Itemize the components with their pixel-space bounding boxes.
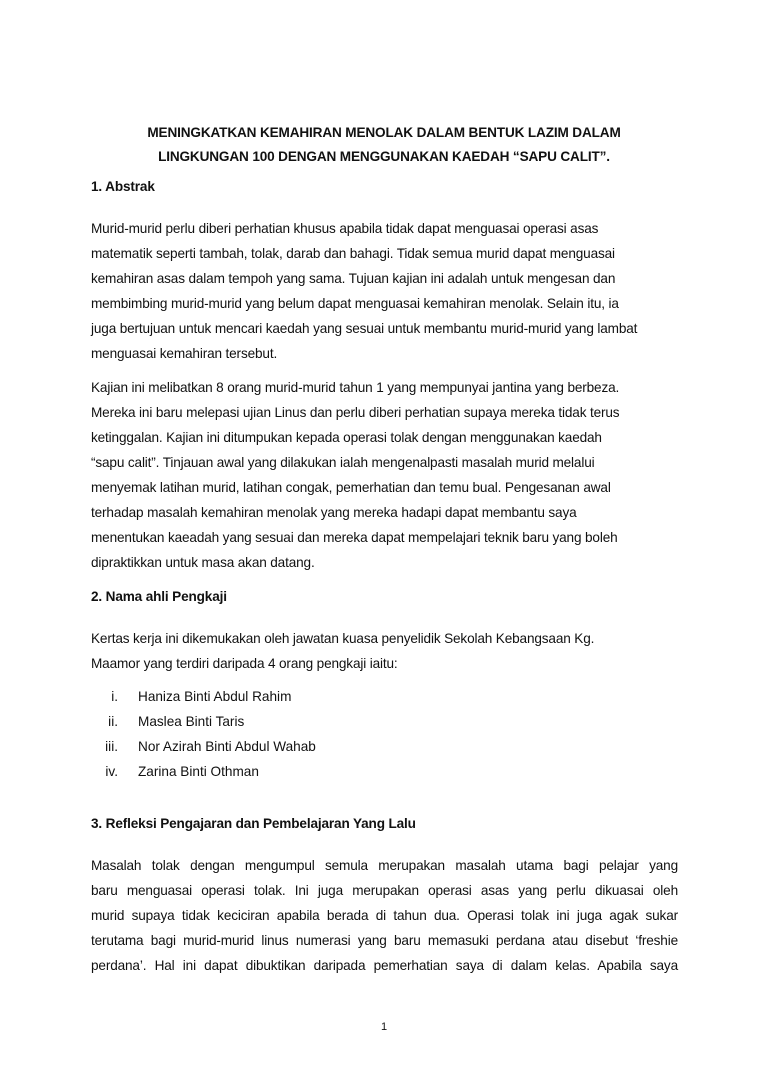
section-heading-refleksi: 3. Refleksi Pengajaran dan Pembelajaran Yang Lalu <box>91 816 416 831</box>
list-number: iii. <box>105 739 118 754</box>
paragraph-line: Kajian ini melibatkan 8 orang murid-murid tahun 1 yang mempunyai jantina yang berbeza. <box>91 380 620 395</box>
paragraph-line: terutama bagi murid-murid linus numerasi yang baru memasuki perdana atau disebut ‘freshie <box>91 933 678 948</box>
paragraph-line: terhadap masalah kemahiran menolak yang mereka hadapi dapat membantu saya <box>91 505 577 520</box>
paragraph-line: menguasai kemahiran tersebut. <box>91 346 278 361</box>
paragraph-line: Maamor yang terdiri daripada 4 orang pengkaji iaitu: <box>91 656 398 671</box>
paragraph-line: dipraktikkan untuk masa akan datang. <box>91 555 315 570</box>
paragraph-line: Mereka ini baru melepasi ujian Linus dan perlu diberi perhatian supaya mereka tidak terus <box>91 405 620 420</box>
page-number: 1 <box>380 1021 388 1033</box>
paragraph-line: membimbing murid-murid yang belum dapat menguasai kemahiran menolak. Selain itu, ia <box>91 296 619 311</box>
paragraph-line: Masalah tolak dengan mengumpul semula merupakan masalah utama bagi pelajar yang <box>91 858 678 873</box>
paragraph-line: menentukan kaeadah yang sesuai dan mereka dapat mempelajari teknik baru yang boleh <box>91 530 618 545</box>
list-item: Maslea Binti Taris <box>138 714 245 729</box>
section-heading-pengkaji: 2. Nama ahli Pengkaji <box>91 589 227 604</box>
paragraph-line: kemahiran asas dalam tempoh yang sama. Tujuan kajian ini adalah untuk mengesan dan <box>91 271 616 286</box>
paragraph-line: matematik seperti tambah, tolak, darab dan bahagi. Tidak semua murid dapat menguasai <box>91 246 615 261</box>
paragraph-line: juga bertujuan untuk mencari kaedah yang sesuai untuk membantu murid-murid yang lambat <box>91 321 638 336</box>
paragraph-line: Kertas kerja ini dikemukakan oleh jawatan kuasa penyelidik Sekolah Kebangsaan Kg. <box>91 631 595 646</box>
list-item: Nor Azirah Binti Abdul Wahab <box>138 739 316 754</box>
paragraph-line: menyemak latihan murid, latihan congak, pemerhatian dan temu bual. Pengesanan awal <box>91 480 611 495</box>
paragraph-line: “sapu calit”. Tinjauan awal yang dilakukan ialah mengenalpasti masalah murid melalui <box>91 455 595 470</box>
list-number: iv. <box>105 764 118 779</box>
paragraph-line: baru menguasai operasi tolak. Ini juga merupakan operasi asas yang perlu dikuasai oleh <box>91 883 678 898</box>
document-title-line: MENINGKATKAN KEMAHIRAN MENOLAK DALAM BENTUK LAZIM DALAM <box>147 125 621 140</box>
list-number: i. <box>111 689 118 704</box>
list-item: Haniza Binti Abdul Rahim <box>138 689 292 704</box>
list-number: ii. <box>108 714 118 729</box>
paragraph-line: murid supaya tidak keciciran apabila berada di tahun dua. Operasi tolak ini juga agak sukar <box>91 908 678 923</box>
paragraph-line: perdana’. Hal ini dapat dibuktikan daripada pemerhatian saya di dalam kelas. Apabila saya <box>91 958 678 973</box>
paragraph-line: Murid-murid perlu diberi perhatian khusus apabila tidak dapat menguasai operasi asas <box>91 221 599 236</box>
paragraph-line: ketinggalan. Kajian ini ditumpukan kepada operasi tolak dengan menggunakan kaedah <box>91 430 602 445</box>
document-title-line: LINGKUNGAN 100 DENGAN MENGGUNAKAN KAEDAH “SAPU CALIT”. <box>158 149 610 164</box>
list-item: Zarina Binti Othman <box>138 764 259 779</box>
section-heading-abstrak: 1. Abstrak <box>91 179 155 194</box>
